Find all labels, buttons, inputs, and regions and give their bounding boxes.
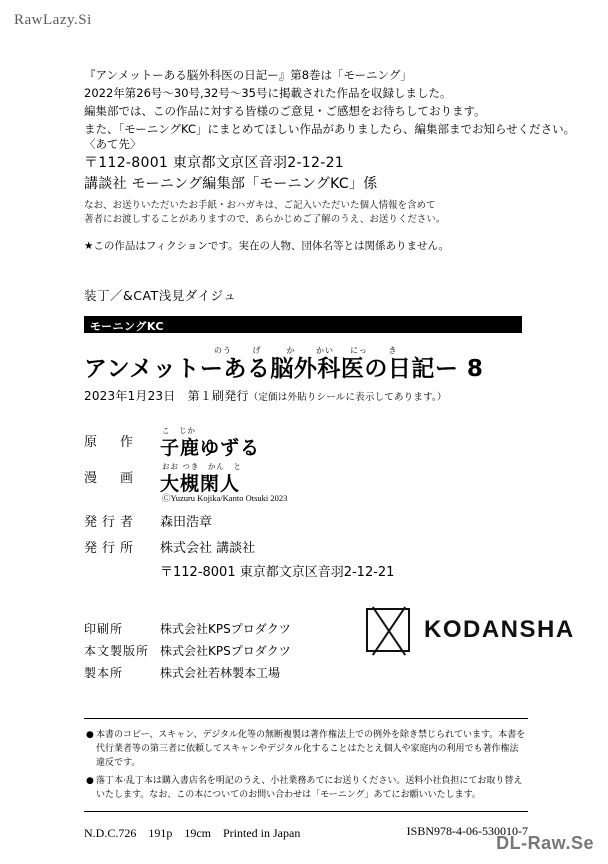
legal-paragraph-1 [86, 728, 526, 770]
kodansha-logo-icon [366, 608, 410, 652]
publisher-logo-text: KODANSHA [424, 616, 575, 643]
design-credit: 装丁／&CAT浅見ダイジュ [84, 288, 237, 303]
editorial-note-line-4: また、「モーニングKC」にまとめてほしい作品がありましたら、編集部までお知らせください。 [84, 122, 576, 136]
address-note-1: なお、お送りいただいたお手紙・おハガキは、ご記入いただいた個人情報を含めて [84, 200, 436, 211]
footer-isbn: ISBN978-4-06-530010-7 [406, 824, 528, 838]
title-ruby [206, 345, 534, 355]
credit-label-author: 原 作 [84, 435, 139, 450]
title-ruby-6: き [388, 346, 398, 355]
legal-text-2: 落丁本·乱丁本は購入書店名を明記のうえ、小社業務あてにお送りください。送料小社負担にてお取り替えいたします。なお、この本についてのお問い合わせは「モーニング」あてにお願いいたします。 [96, 776, 523, 800]
imprint-band-label: モーニングKC [90, 320, 164, 333]
credit-label-publisher-person: 発行者 [84, 515, 139, 530]
editorial-note-line-3: 編集部では、この作品に対する皆様のご意見・ご感想をお待ちしております。 [84, 104, 486, 118]
address-note-2: 著者にお渡しすることがありますので、あらかじめご了解のうえ、お送りください。 [84, 214, 446, 225]
title-ruby-3: か [286, 346, 296, 355]
footer-catalog-info: N.D.C.726 191p 19cm Printed in Japan [84, 826, 301, 840]
title-ruby-2: げ [252, 346, 262, 355]
price-note: （定価は外貼りシールに表示してあります。） [248, 392, 447, 403]
legal-notice [84, 718, 528, 812]
credit-row-publisher-person [84, 507, 534, 535]
legal-bullet-1: ● [86, 730, 94, 740]
credit-row-author [84, 425, 534, 459]
printing-row-binder [84, 664, 384, 686]
watermark-top-left: RawLazy.Si [14, 12, 92, 28]
fiction-disclaimer: ★この作品はフィクションです。実在の人物、団体名等とは関係ありません。 [84, 240, 450, 252]
editorial-note-line-1: 『アンメットーある脳外科医の日記ー』第8巻は「モーニング」 [84, 68, 412, 82]
credit-label-artist: 漫 画 [84, 471, 139, 486]
publication-date-text: 2023年1月23日 第１刷発行 [84, 389, 249, 403]
credit-row-artist [84, 459, 534, 507]
imprint-band [84, 316, 522, 333]
credit-name-author: 子鹿ゆずる [160, 437, 261, 459]
legal-text-1: 本書のコピー、スキャン、デジタル化等の無断複製は著作権法上での例外を除き禁じられています。本書を代行業者等の第三者に依頼してスキャンやデジタル化することはたとえ個人や家庭内の利用でも著作権法違反です。 [96, 730, 526, 768]
editorial-notes [84, 66, 576, 138]
title-block [84, 345, 534, 404]
watermark-bottom-right: DL-Raw.Se [496, 833, 594, 853]
printing-label-printer: 印刷所 [84, 622, 124, 636]
printing-row-typesetter [84, 642, 384, 664]
credit-row-publisher-address [84, 561, 534, 587]
printing-value-printer: 株式会社KPSプロダクツ [160, 622, 291, 636]
credit-name-artist: 大槻閑人 [160, 473, 241, 495]
credit-ruby-author: こ じか [162, 426, 196, 435]
book-title: アンメットーある脳外科医の日記ー 8 [84, 356, 484, 382]
title-ruby-5: にっ [350, 346, 368, 355]
credit-label-publisher: 発行所 [84, 541, 139, 556]
editorial-note-line-2: 2022年第26号～30号,32号～35号に掲載された作品を収録しました。 [84, 86, 452, 100]
address-heading: 〈あて先〉 [84, 137, 142, 151]
printing-label-typesetter: 本文製版所 [84, 644, 150, 658]
publisher-logo [366, 608, 575, 652]
address-company: 講談社 モーニング編集部「モーニングKC」係 [84, 176, 378, 192]
credit-row-publisher [84, 535, 534, 561]
printing-label-binder: 製本所 [84, 666, 124, 680]
legal-bullet-2: ● [86, 776, 94, 786]
title-ruby-4: かい [316, 346, 334, 355]
printing-value-typesetter: 株式会社KPSプロダクツ [160, 644, 291, 658]
credit-ruby-artist: おお つき かん と [162, 462, 242, 471]
publication-date [84, 387, 534, 404]
printing-value-binder: 株式会社若林製本工場 [160, 666, 281, 680]
credits-block [84, 425, 534, 587]
contact-address-block [84, 136, 544, 227]
credit-name-publisher: 株式会社 講談社 [160, 541, 256, 556]
printing-row-printer [84, 620, 384, 642]
legal-paragraph-2 [86, 774, 526, 802]
address-postal: 〒112-8001 東京都文京区音羽2-12-21 [84, 155, 344, 171]
printing-block [84, 620, 384, 686]
copyright-line: ⒸYuzuru Kojika/Kanto Otsuki 2023 [162, 493, 288, 503]
title-ruby-1: のう [214, 346, 232, 355]
credit-publisher-address: 〒112-8001 東京都文京区音羽2-12-21 [160, 565, 395, 580]
credit-name-publisher-person: 森田浩章 [160, 515, 213, 530]
